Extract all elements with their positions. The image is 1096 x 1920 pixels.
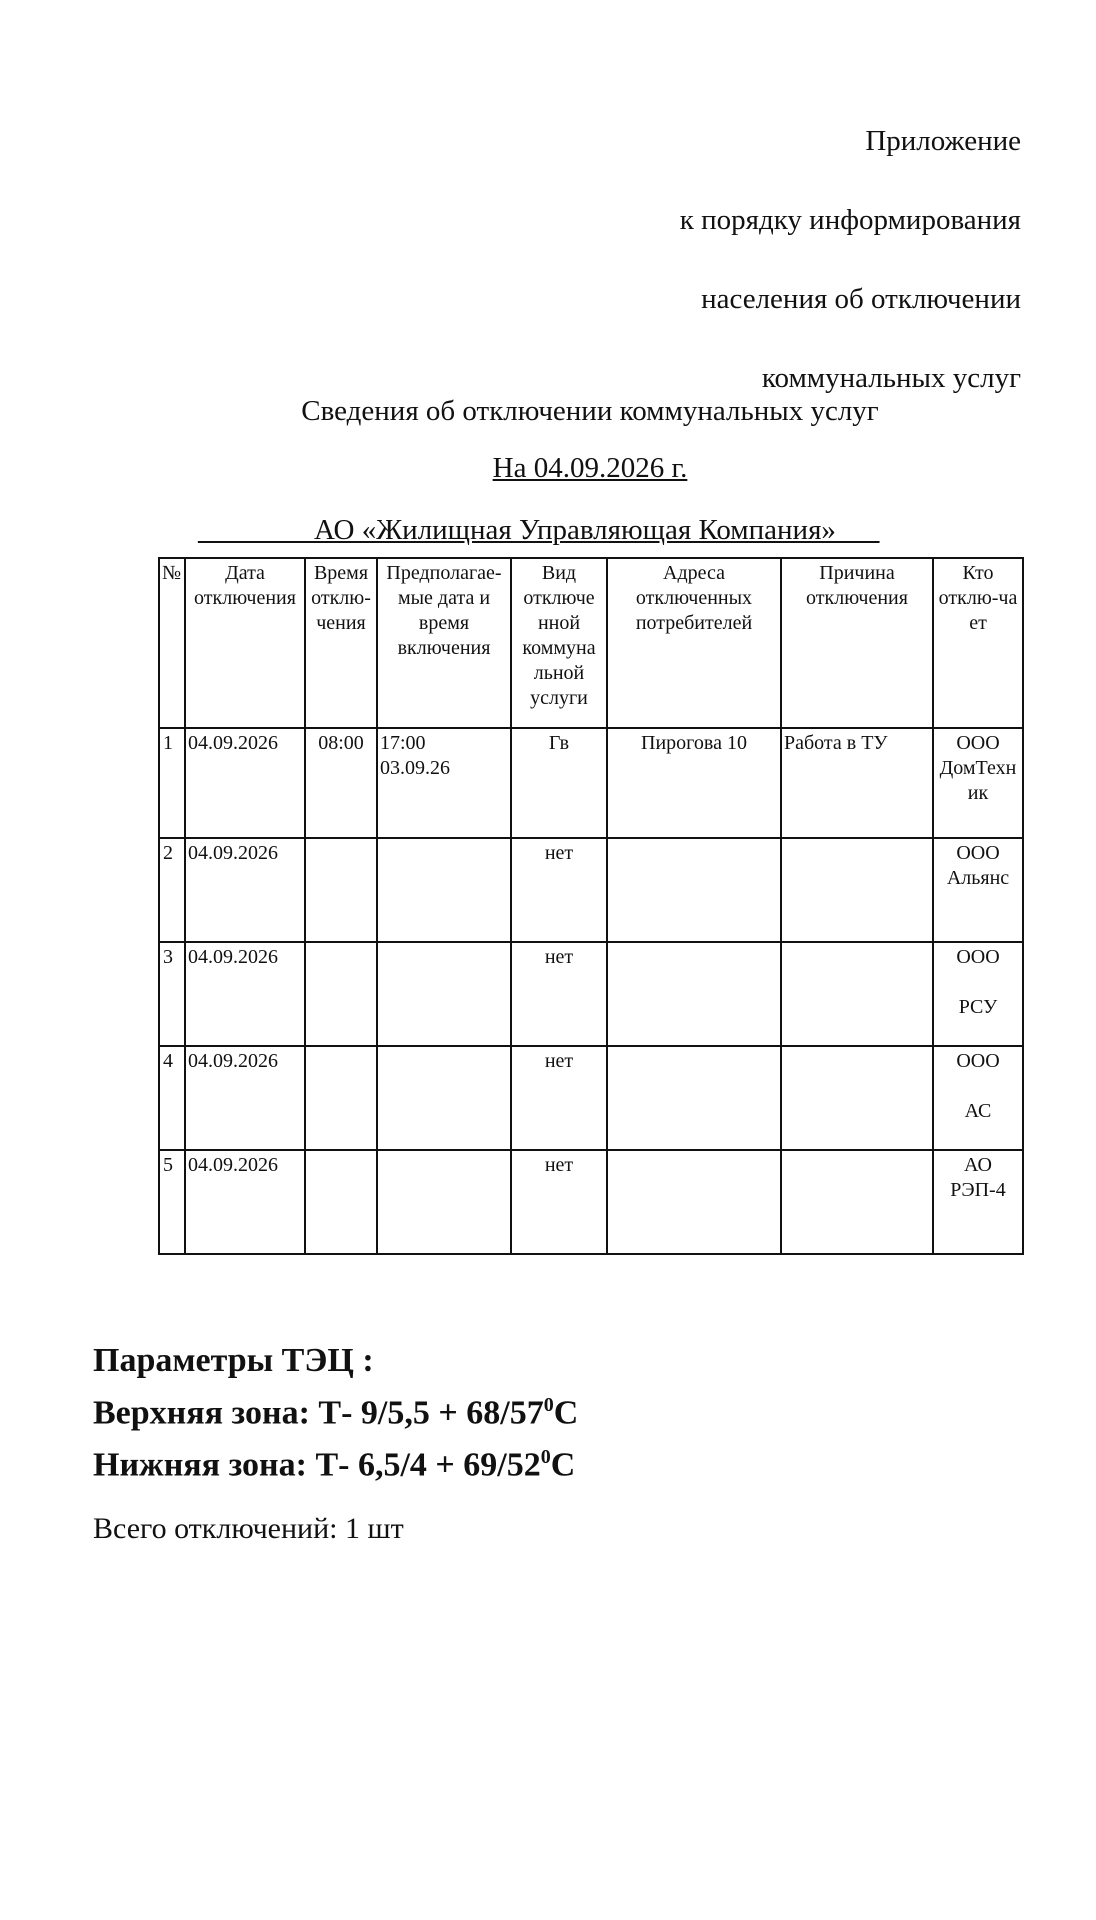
cell-service: нет — [511, 1046, 607, 1150]
cell-time — [305, 1150, 377, 1254]
cell-service: Гв — [511, 728, 607, 838]
cell-time — [305, 838, 377, 942]
cell-time — [305, 1046, 377, 1150]
cell-reason — [781, 1046, 933, 1150]
lower-zone-line — [93, 1435, 578, 1487]
cell-address — [607, 942, 781, 1046]
cell-date: 04.09.2026 — [185, 838, 305, 942]
table-row — [159, 728, 1023, 838]
cell-who: ООО РСУ — [933, 942, 1023, 1046]
cell-restore — [377, 1150, 511, 1254]
cell-reason: Работа в ТУ — [781, 728, 933, 838]
header-service: Вид отключе нной коммуна льной услуги — [511, 558, 607, 728]
table-header-row — [159, 558, 1023, 728]
table-row — [159, 1150, 1023, 1254]
cell-address — [607, 1046, 781, 1150]
cell-address: Пирогова 10 — [607, 728, 781, 838]
upper-zone-line — [93, 1383, 578, 1435]
upper-zone-degree: 0 — [543, 1394, 554, 1416]
cell-address — [607, 1150, 781, 1254]
outage-table — [158, 557, 1024, 1255]
header-address: Адреса отключенных потребителей — [607, 558, 781, 728]
report-date: На 04.09.2026 г. — [492, 452, 688, 484]
cell-restore — [377, 1046, 511, 1150]
cell-date: 04.09.2026 — [185, 728, 305, 838]
cell-who: ООО АС — [933, 1046, 1023, 1150]
total-outages: Всего отключений: 1 шт — [93, 1512, 404, 1545]
appendix-line-2: к порядку информирования — [679, 204, 1021, 236]
cell-service: нет — [511, 942, 607, 1046]
header-time: Время отклю- чения — [305, 558, 377, 728]
cell-num: 2 — [159, 838, 185, 942]
header-reason: Причина отключения — [781, 558, 933, 728]
upper-zone-text: Верхняя зона: Т- 9/5,5 + 68/57 — [93, 1394, 544, 1432]
cell-reason — [781, 942, 933, 1046]
header-date: Дата отключения — [185, 558, 305, 728]
cell-time: 08:00 — [305, 728, 377, 838]
cell-reason — [781, 1150, 933, 1254]
lower-zone-unit: С — [550, 1446, 576, 1484]
lower-zone-text: Нижняя зона: Т- 6,5/4 + 69/52 — [93, 1446, 541, 1484]
table-row — [159, 838, 1023, 942]
appendix-note — [680, 102, 1021, 418]
cell-time — [305, 942, 377, 1046]
cell-who: ООО ДомТехн ик — [933, 728, 1023, 838]
upper-zone-unit: С — [553, 1394, 579, 1432]
cell-date: 04.09.2026 — [185, 1150, 305, 1254]
cell-reason — [781, 838, 933, 942]
appendix-line-3: населения об отключении — [701, 283, 1021, 315]
cell-date: 04.09.2026 — [185, 1046, 305, 1150]
cell-who: АО РЭП-4 — [933, 1150, 1023, 1254]
header-who: Кто отклю-ча ет — [933, 558, 1023, 728]
cell-restore: 17:00 03.09.26 — [377, 728, 511, 838]
table-row — [159, 1046, 1023, 1150]
cell-num: 4 — [159, 1046, 185, 1150]
cell-num: 1 — [159, 728, 185, 838]
cell-service: нет — [511, 838, 607, 942]
cell-restore — [377, 942, 511, 1046]
table-row — [159, 942, 1023, 1046]
header-restore: Предполагае- мые дата и время включения — [377, 558, 511, 728]
appendix-line-4: коммунальных услуг — [761, 362, 1021, 394]
cell-who: ООО Альянс — [933, 838, 1023, 942]
cell-service: нет — [511, 1150, 607, 1254]
cell-address — [607, 838, 781, 942]
chp-parameters — [93, 1338, 578, 1488]
cell-date: 04.09.2026 — [185, 942, 305, 1046]
params-heading: Параметры ТЭЦ : — [93, 1342, 374, 1379]
cell-num: 3 — [159, 942, 185, 1046]
document-title: Сведения об отключении коммунальных услуг — [301, 395, 879, 427]
cell-restore — [377, 838, 511, 942]
lower-zone-degree: 0 — [540, 1446, 551, 1469]
company-name: ________АО «Жилищная Управляющая Компания»___ — [198, 514, 880, 546]
header-num: № — [159, 558, 185, 728]
cell-num: 5 — [159, 1150, 185, 1254]
appendix-line-1: Приложение — [865, 125, 1021, 157]
